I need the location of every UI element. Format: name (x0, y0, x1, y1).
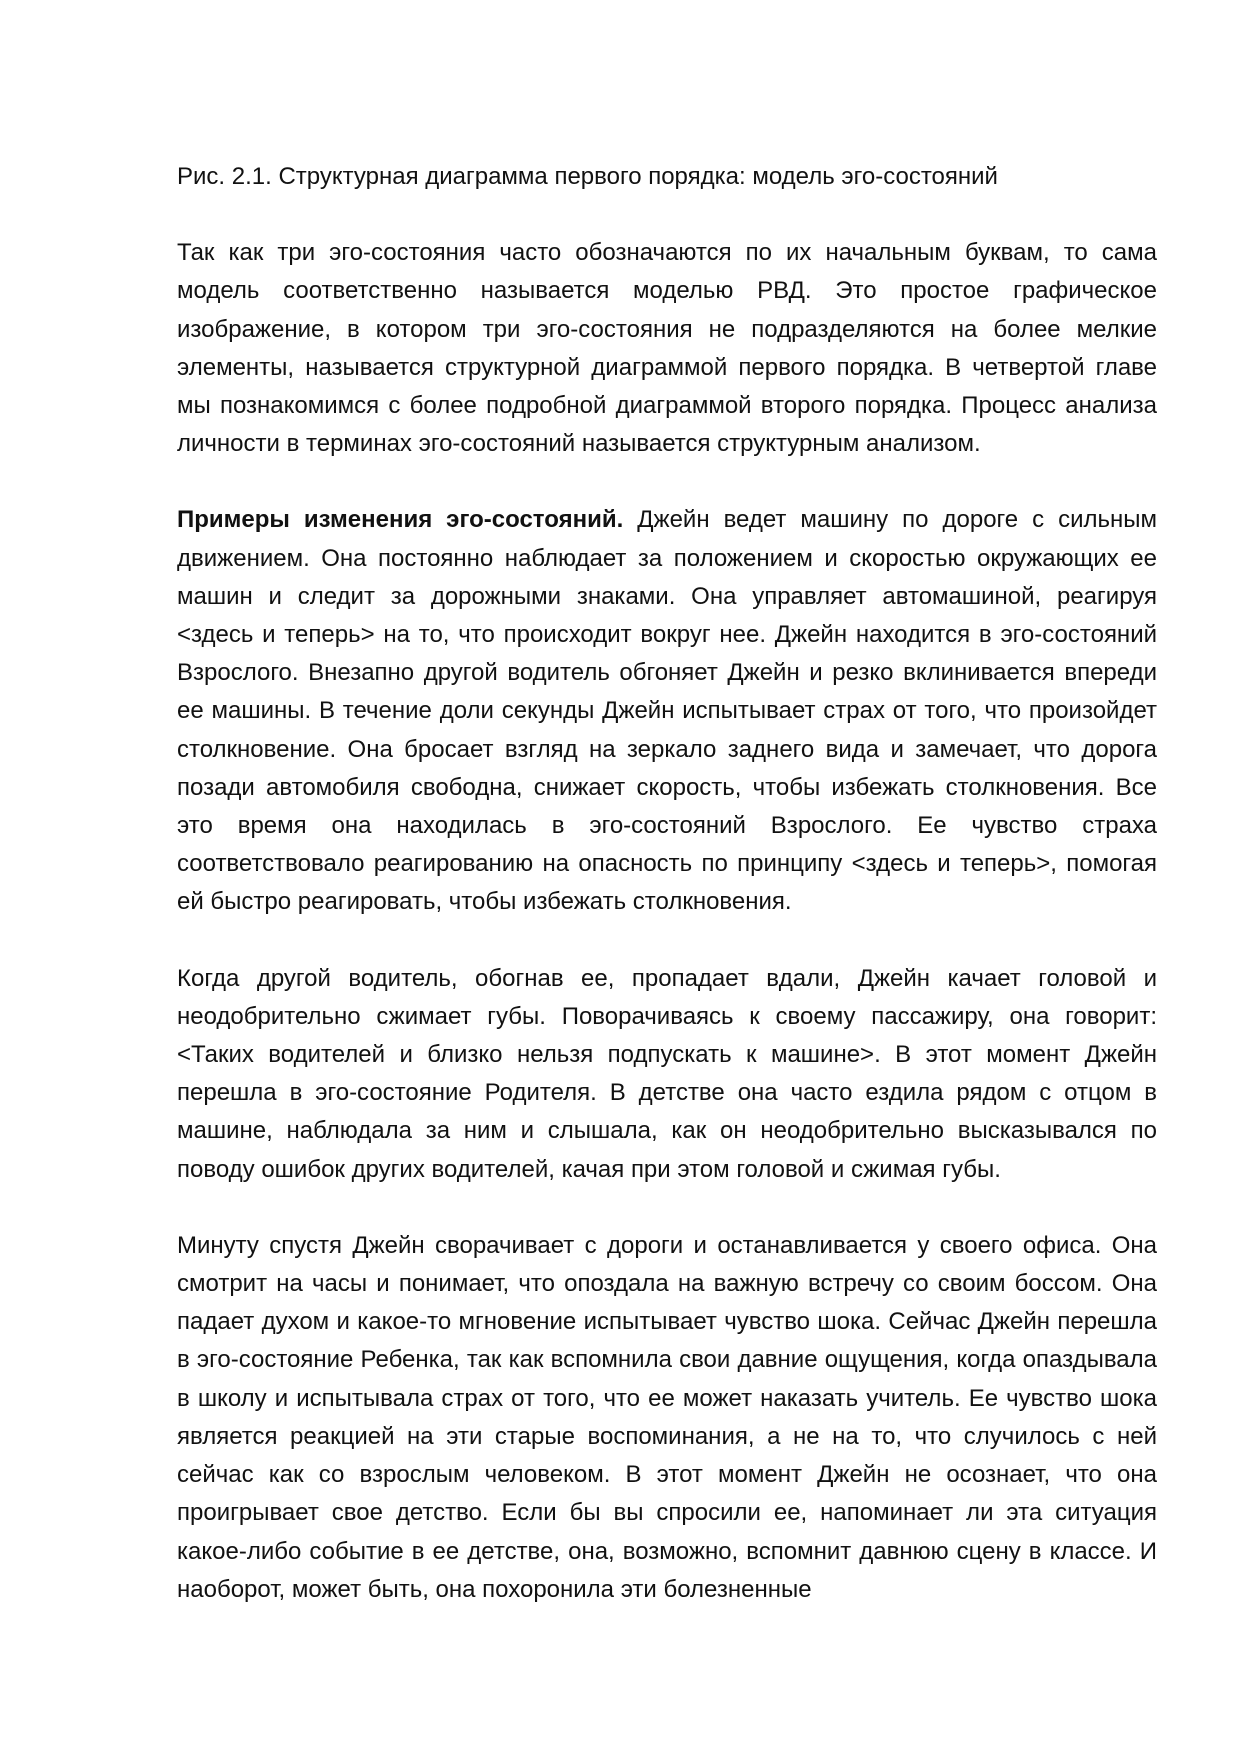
figure-caption: Рис. 2.1. Структурная диаграмма первого порядка: модель эго-состояний (177, 163, 998, 190)
paragraph-lead-heading: Примеры изменения эго-состояний. (177, 506, 624, 534)
paragraph-ego-state-examples (177, 501, 1157, 921)
paragraph-child-state (177, 1227, 1157, 1609)
paragraph-text: Когда другой водитель, обогнав ее, пропадает вдали, Джейн качает головой и неодобрительно сжимает губы. Поворачиваясь к своему пассажиру, она говорит: <Таких водителей и близко нельзя подпускать к машине>. В этот момент Джейн перешла в эго-состояние Родителя. В детстве она часто ездила рядом с отцом в машине, наблюдала за ним и слышала, как он неодобрительно высказывался по поводу ошибок других водителей, качая при этом головой и сжимая губы. (177, 964, 1157, 1183)
paragraph-text: Джейн ведет машину по дороге с сильным движением. Она постоянно наблюдает за положением и скоростью окружающих ее машин и следит за дорожными знаками. Она управляет автомашиной, реагируя <здесь и теперь> на то, что происходит вокруг нее. Джейн находится в эго-состояний Взрослого. Внезапно другой водитель обгоняет Джейн и резко вклинивается впереди ее машины. В течение доли секунды Джейн испытывает страх от того, что произойдет столкновение. Она бросает взгляд на зеркало заднего вида и замечает, что дорога позади автомобиля свободна, снижает скорость, чтобы избежать столкновения. Все это время она находилась в эго-состояний Взрослого. Ее чувство страха соответствовало реагированию на опасность по принципу <здесь и теперь>, помогая ей быстро реагировать, чтобы избежать столкновения. (177, 506, 1158, 916)
document-page (177, 158, 1157, 1609)
paragraph-rvd-model (177, 234, 1157, 463)
paragraph-text: Минуту спустя Джейн сворачивает с дороги и останавливается у своего офиса. Она смотрит на часы и понимает, что опоздала на важную встречу со своим боссом. Она падает духом и какое-то мгновение испытывает чувство шока. Сейчас Джейн перешла в эго-состояние Ребенка, так как вспомнила свои давние ощущения, когда опаздывала в школу и испытывала страх от того, что ее может наказать учитель. Ее чувство шока является реакцией на эти старые воспоминания, а не на то, что случилось с ней сейчас как со взрослым человеком. В этот момент Джейн не осознает, что она проигрывает свое детство. Если бы вы спросили ее, напоминает ли эта ситуация какое-либо событие в ее детстве, она, возможно, вспомнит давнюю сцену в классе. И наоборот, может быть, она похоронила эти болезненные (177, 1231, 1157, 1603)
paragraph-text: Так как три эго-состояния часто обозначаются по их начальным буквам, то сама модель соответственно называется моделью РВД. Это простое графическое изображение, в котором три эго-состояния не подразделяются на более мелкие элементы, называется структурной диаграммой первого порядка. В четвертой главе мы познакомимся с более подробной диаграммой второго порядка. Процесс анализа личности в терминах эго-состояний называется структурным анализом. (177, 239, 1157, 458)
paragraph-parent-state (177, 960, 1157, 1189)
